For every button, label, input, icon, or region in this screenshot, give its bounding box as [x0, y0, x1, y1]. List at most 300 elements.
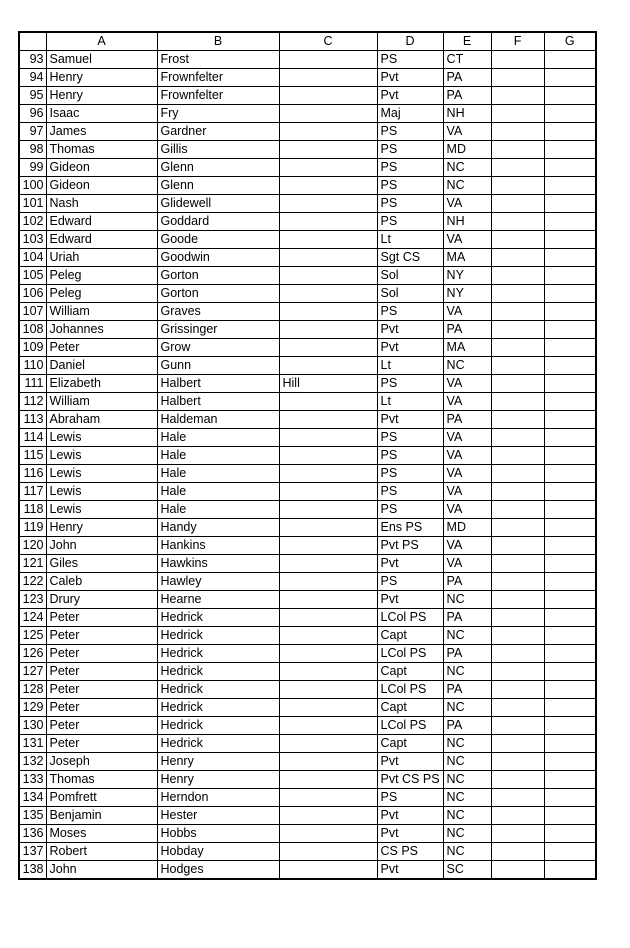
cell-c[interactable]: [279, 51, 377, 69]
cell-g[interactable]: [544, 177, 596, 195]
cell-b[interactable]: Gardner: [157, 123, 279, 141]
row-number[interactable]: 130: [19, 717, 46, 735]
cell-f[interactable]: [491, 555, 544, 573]
cell-g[interactable]: [544, 285, 596, 303]
cell-a[interactable]: Henry: [46, 69, 157, 87]
cell-e[interactable]: MA: [443, 249, 491, 267]
cell-c[interactable]: [279, 843, 377, 861]
cell-e[interactable]: PA: [443, 681, 491, 699]
cell-c[interactable]: [279, 285, 377, 303]
row-number[interactable]: 117: [19, 483, 46, 501]
row-number[interactable]: 131: [19, 735, 46, 753]
cell-a[interactable]: Moses: [46, 825, 157, 843]
cell-b[interactable]: Hedrick: [157, 717, 279, 735]
cell-f[interactable]: [491, 123, 544, 141]
cell-d[interactable]: Ens PS: [377, 519, 443, 537]
cell-g[interactable]: [544, 249, 596, 267]
cell-g[interactable]: [544, 807, 596, 825]
cell-a[interactable]: Elizabeth: [46, 375, 157, 393]
cell-b[interactable]: Handy: [157, 519, 279, 537]
cell-b[interactable]: Goddard: [157, 213, 279, 231]
cell-d[interactable]: Sgt CS: [377, 249, 443, 267]
cell-d[interactable]: PS: [377, 429, 443, 447]
cell-a[interactable]: John: [46, 861, 157, 880]
row-number[interactable]: 96: [19, 105, 46, 123]
cell-a[interactable]: Robert: [46, 843, 157, 861]
row-number[interactable]: 121: [19, 555, 46, 573]
cell-e[interactable]: VA: [443, 393, 491, 411]
cell-g[interactable]: [544, 789, 596, 807]
cell-a[interactable]: Pomfrett: [46, 789, 157, 807]
cell-a[interactable]: Peter: [46, 717, 157, 735]
cell-e[interactable]: NC: [443, 789, 491, 807]
cell-f[interactable]: [491, 501, 544, 519]
cell-g[interactable]: [544, 231, 596, 249]
row-number[interactable]: 135: [19, 807, 46, 825]
cell-a[interactable]: James: [46, 123, 157, 141]
cell-g[interactable]: [544, 555, 596, 573]
row-number[interactable]: 95: [19, 87, 46, 105]
cell-f[interactable]: [491, 663, 544, 681]
cell-e[interactable]: VA: [443, 537, 491, 555]
cell-c[interactable]: [279, 699, 377, 717]
cell-d[interactable]: PS: [377, 789, 443, 807]
cell-d[interactable]: PS: [377, 447, 443, 465]
cell-d[interactable]: Capt: [377, 735, 443, 753]
cell-e[interactable]: NC: [443, 357, 491, 375]
cell-b[interactable]: Fry: [157, 105, 279, 123]
cell-b[interactable]: Hedrick: [157, 735, 279, 753]
row-number[interactable]: 138: [19, 861, 46, 880]
row-number[interactable]: 119: [19, 519, 46, 537]
cell-b[interactable]: Herndon: [157, 789, 279, 807]
cell-f[interactable]: [491, 393, 544, 411]
row-number[interactable]: 127: [19, 663, 46, 681]
cell-g[interactable]: [544, 753, 596, 771]
cell-e[interactable]: NC: [443, 735, 491, 753]
cell-b[interactable]: Frownfelter: [157, 87, 279, 105]
cell-e[interactable]: PA: [443, 609, 491, 627]
cell-d[interactable]: PS: [377, 159, 443, 177]
cell-a[interactable]: Joseph: [46, 753, 157, 771]
cell-g[interactable]: [544, 843, 596, 861]
row-number[interactable]: 109: [19, 339, 46, 357]
cell-f[interactable]: [491, 753, 544, 771]
cell-b[interactable]: Hobbs: [157, 825, 279, 843]
cell-g[interactable]: [544, 771, 596, 789]
cell-c[interactable]: [279, 501, 377, 519]
cell-e[interactable]: CT: [443, 51, 491, 69]
cell-a[interactable]: Peter: [46, 663, 157, 681]
cell-c[interactable]: [279, 321, 377, 339]
row-number[interactable]: 104: [19, 249, 46, 267]
cell-b[interactable]: Hale: [157, 447, 279, 465]
cell-c[interactable]: [279, 807, 377, 825]
cell-c[interactable]: [279, 573, 377, 591]
cell-e[interactable]: NC: [443, 663, 491, 681]
cell-a[interactable]: Thomas: [46, 771, 157, 789]
cell-b[interactable]: Graves: [157, 303, 279, 321]
row-number[interactable]: 111: [19, 375, 46, 393]
cell-e[interactable]: VA: [443, 123, 491, 141]
cell-c[interactable]: [279, 339, 377, 357]
row-number[interactable]: 120: [19, 537, 46, 555]
cell-f[interactable]: [491, 87, 544, 105]
cell-d[interactable]: PS: [377, 465, 443, 483]
cell-g[interactable]: [544, 501, 596, 519]
cell-c[interactable]: [279, 681, 377, 699]
cell-c[interactable]: [279, 789, 377, 807]
cell-b[interactable]: Hawley: [157, 573, 279, 591]
cell-e[interactable]: VA: [443, 501, 491, 519]
cell-e[interactable]: PA: [443, 69, 491, 87]
cell-g[interactable]: [544, 105, 596, 123]
cell-f[interactable]: [491, 159, 544, 177]
cell-d[interactable]: CS PS: [377, 843, 443, 861]
row-number[interactable]: 97: [19, 123, 46, 141]
cell-a[interactable]: Lewis: [46, 483, 157, 501]
cell-a[interactable]: Benjamin: [46, 807, 157, 825]
cell-a[interactable]: Lewis: [46, 501, 157, 519]
row-number[interactable]: 129: [19, 699, 46, 717]
cell-d[interactable]: PS: [377, 375, 443, 393]
cell-a[interactable]: Abraham: [46, 411, 157, 429]
cell-c[interactable]: [279, 591, 377, 609]
cell-c[interactable]: [279, 519, 377, 537]
cell-b[interactable]: Haldeman: [157, 411, 279, 429]
cell-g[interactable]: [544, 141, 596, 159]
cell-a[interactable]: William: [46, 303, 157, 321]
cell-e[interactable]: NY: [443, 285, 491, 303]
cell-g[interactable]: [544, 213, 596, 231]
cell-a[interactable]: Peleg: [46, 285, 157, 303]
cell-b[interactable]: Goode: [157, 231, 279, 249]
cell-d[interactable]: PS: [377, 303, 443, 321]
cell-d[interactable]: Lt: [377, 231, 443, 249]
row-number[interactable]: 126: [19, 645, 46, 663]
cell-c[interactable]: [279, 357, 377, 375]
cell-g[interactable]: [544, 861, 596, 880]
cell-f[interactable]: [491, 51, 544, 69]
cell-e[interactable]: NH: [443, 213, 491, 231]
row-number[interactable]: 116: [19, 465, 46, 483]
cell-b[interactable]: Halbert: [157, 375, 279, 393]
cell-e[interactable]: NH: [443, 105, 491, 123]
cell-c[interactable]: [279, 771, 377, 789]
cell-e[interactable]: MA: [443, 339, 491, 357]
cell-e[interactable]: NC: [443, 807, 491, 825]
cell-b[interactable]: Hedrick: [157, 681, 279, 699]
cell-a[interactable]: Drury: [46, 591, 157, 609]
cell-d[interactable]: Pvt: [377, 321, 443, 339]
cell-a[interactable]: Johannes: [46, 321, 157, 339]
cell-d[interactable]: Maj: [377, 105, 443, 123]
row-number[interactable]: 103: [19, 231, 46, 249]
row-number[interactable]: 98: [19, 141, 46, 159]
cell-c[interactable]: [279, 177, 377, 195]
cell-d[interactable]: Pvt: [377, 825, 443, 843]
row-number[interactable]: 123: [19, 591, 46, 609]
cell-d[interactable]: PS: [377, 195, 443, 213]
cell-b[interactable]: Grow: [157, 339, 279, 357]
row-number[interactable]: 105: [19, 267, 46, 285]
cell-c[interactable]: [279, 231, 377, 249]
cell-g[interactable]: [544, 123, 596, 141]
cell-f[interactable]: [491, 807, 544, 825]
cell-a[interactable]: John: [46, 537, 157, 555]
cell-c[interactable]: [279, 825, 377, 843]
cell-f[interactable]: [491, 411, 544, 429]
row-number[interactable]: 122: [19, 573, 46, 591]
cell-a[interactable]: Gideon: [46, 177, 157, 195]
cell-f[interactable]: [491, 285, 544, 303]
row-number[interactable]: 108: [19, 321, 46, 339]
cell-f[interactable]: [491, 645, 544, 663]
cell-c[interactable]: [279, 483, 377, 501]
row-number[interactable]: 110: [19, 357, 46, 375]
cell-e[interactable]: VA: [443, 195, 491, 213]
cell-a[interactable]: Peter: [46, 699, 157, 717]
cell-g[interactable]: [544, 159, 596, 177]
cell-f[interactable]: [491, 213, 544, 231]
cell-f[interactable]: [491, 465, 544, 483]
cell-e[interactable]: VA: [443, 429, 491, 447]
cell-c[interactable]: [279, 717, 377, 735]
cell-a[interactable]: Lewis: [46, 447, 157, 465]
cell-f[interactable]: [491, 717, 544, 735]
cell-c[interactable]: [279, 465, 377, 483]
cell-g[interactable]: [544, 465, 596, 483]
cell-g[interactable]: [544, 375, 596, 393]
cell-f[interactable]: [491, 303, 544, 321]
cell-d[interactable]: PS: [377, 213, 443, 231]
cell-f[interactable]: [491, 267, 544, 285]
cell-b[interactable]: Hedrick: [157, 627, 279, 645]
cell-g[interactable]: [544, 735, 596, 753]
cell-g[interactable]: [544, 645, 596, 663]
cell-c[interactable]: [279, 123, 377, 141]
cell-f[interactable]: [491, 573, 544, 591]
cell-f[interactable]: [491, 375, 544, 393]
cell-g[interactable]: [544, 447, 596, 465]
cell-a[interactable]: Nash: [46, 195, 157, 213]
cell-d[interactable]: PS: [377, 51, 443, 69]
cell-d[interactable]: Pvt: [377, 87, 443, 105]
cell-a[interactable]: Peter: [46, 645, 157, 663]
cell-b[interactable]: Henry: [157, 771, 279, 789]
cell-a[interactable]: Henry: [46, 519, 157, 537]
cell-g[interactable]: [544, 681, 596, 699]
cell-f[interactable]: [491, 69, 544, 87]
cell-g[interactable]: [544, 483, 596, 501]
cell-a[interactable]: Giles: [46, 555, 157, 573]
cell-f[interactable]: [491, 105, 544, 123]
cell-d[interactable]: PS: [377, 501, 443, 519]
cell-d[interactable]: Pvt: [377, 411, 443, 429]
cell-e[interactable]: VA: [443, 555, 491, 573]
cell-d[interactable]: Pvt PS: [377, 537, 443, 555]
cell-g[interactable]: [544, 699, 596, 717]
cell-d[interactable]: Sol: [377, 285, 443, 303]
cell-c[interactable]: [279, 141, 377, 159]
cell-b[interactable]: Glenn: [157, 177, 279, 195]
cell-e[interactable]: PA: [443, 573, 491, 591]
cell-c[interactable]: [279, 87, 377, 105]
cell-a[interactable]: Daniel: [46, 357, 157, 375]
cell-f[interactable]: [491, 861, 544, 880]
cell-b[interactable]: Grissinger: [157, 321, 279, 339]
cell-e[interactable]: NC: [443, 591, 491, 609]
cell-e[interactable]: NC: [443, 699, 491, 717]
cell-g[interactable]: [544, 663, 596, 681]
cell-e[interactable]: NC: [443, 753, 491, 771]
cell-g[interactable]: [544, 195, 596, 213]
cell-a[interactable]: Gideon: [46, 159, 157, 177]
row-number[interactable]: 134: [19, 789, 46, 807]
row-number[interactable]: 102: [19, 213, 46, 231]
cell-f[interactable]: [491, 771, 544, 789]
cell-b[interactable]: Hodges: [157, 861, 279, 880]
cell-b[interactable]: Hale: [157, 465, 279, 483]
cell-d[interactable]: Lt: [377, 357, 443, 375]
cell-c[interactable]: [279, 267, 377, 285]
cell-e[interactable]: NC: [443, 159, 491, 177]
cell-e[interactable]: NY: [443, 267, 491, 285]
column-header-d[interactable]: D: [377, 32, 443, 51]
cell-b[interactable]: Hedrick: [157, 699, 279, 717]
cell-f[interactable]: [491, 591, 544, 609]
cell-a[interactable]: William: [46, 393, 157, 411]
cell-b[interactable]: Gunn: [157, 357, 279, 375]
column-header-a[interactable]: A: [46, 32, 157, 51]
cell-c[interactable]: Hill: [279, 375, 377, 393]
cell-f[interactable]: [491, 231, 544, 249]
cell-d[interactable]: PS: [377, 141, 443, 159]
cell-g[interactable]: [544, 411, 596, 429]
cell-b[interactable]: Hale: [157, 483, 279, 501]
row-number[interactable]: 93: [19, 51, 46, 69]
cell-f[interactable]: [491, 789, 544, 807]
cell-g[interactable]: [544, 357, 596, 375]
cell-d[interactable]: Sol: [377, 267, 443, 285]
cell-a[interactable]: Peter: [46, 609, 157, 627]
cell-g[interactable]: [544, 429, 596, 447]
cell-f[interactable]: [491, 339, 544, 357]
column-header-e[interactable]: E: [443, 32, 491, 51]
cell-f[interactable]: [491, 627, 544, 645]
cell-a[interactable]: Samuel: [46, 51, 157, 69]
cell-d[interactable]: LCol PS: [377, 681, 443, 699]
cell-g[interactable]: [544, 537, 596, 555]
cell-c[interactable]: [279, 861, 377, 880]
row-number[interactable]: 100: [19, 177, 46, 195]
cell-e[interactable]: VA: [443, 231, 491, 249]
cell-c[interactable]: [279, 627, 377, 645]
cell-f[interactable]: [491, 249, 544, 267]
cell-e[interactable]: VA: [443, 447, 491, 465]
cell-b[interactable]: Goodwin: [157, 249, 279, 267]
cell-e[interactable]: PA: [443, 645, 491, 663]
cell-e[interactable]: PA: [443, 411, 491, 429]
cell-b[interactable]: Hale: [157, 501, 279, 519]
cell-e[interactable]: PA: [443, 717, 491, 735]
cell-d[interactable]: PS: [377, 573, 443, 591]
cell-f[interactable]: [491, 483, 544, 501]
cell-b[interactable]: Hester: [157, 807, 279, 825]
cell-c[interactable]: [279, 411, 377, 429]
cell-f[interactable]: [491, 609, 544, 627]
cell-f[interactable]: [491, 321, 544, 339]
cell-b[interactable]: Hedrick: [157, 645, 279, 663]
cell-b[interactable]: Gillis: [157, 141, 279, 159]
column-header-corner[interactable]: [19, 32, 46, 51]
row-number[interactable]: 115: [19, 447, 46, 465]
cell-d[interactable]: PS: [377, 123, 443, 141]
cell-f[interactable]: [491, 537, 544, 555]
cell-g[interactable]: [544, 51, 596, 69]
cell-b[interactable]: Hawkins: [157, 555, 279, 573]
cell-f[interactable]: [491, 195, 544, 213]
cell-f[interactable]: [491, 681, 544, 699]
cell-d[interactable]: PS: [377, 483, 443, 501]
cell-a[interactable]: Caleb: [46, 573, 157, 591]
cell-f[interactable]: [491, 519, 544, 537]
cell-e[interactable]: NC: [443, 825, 491, 843]
cell-f[interactable]: [491, 735, 544, 753]
cell-g[interactable]: [544, 87, 596, 105]
cell-g[interactable]: [544, 339, 596, 357]
row-number[interactable]: 107: [19, 303, 46, 321]
cell-g[interactable]: [544, 519, 596, 537]
cell-e[interactable]: MD: [443, 519, 491, 537]
cell-c[interactable]: [279, 447, 377, 465]
cell-c[interactable]: [279, 159, 377, 177]
cell-g[interactable]: [544, 267, 596, 285]
cell-b[interactable]: Hale: [157, 429, 279, 447]
row-number[interactable]: 132: [19, 753, 46, 771]
cell-b[interactable]: Gorton: [157, 285, 279, 303]
cell-c[interactable]: [279, 537, 377, 555]
cell-f[interactable]: [491, 825, 544, 843]
cell-d[interactable]: Lt: [377, 393, 443, 411]
row-number[interactable]: 101: [19, 195, 46, 213]
cell-a[interactable]: Lewis: [46, 465, 157, 483]
cell-c[interactable]: [279, 393, 377, 411]
row-number[interactable]: 125: [19, 627, 46, 645]
column-header-c[interactable]: C: [279, 32, 377, 51]
row-number[interactable]: 136: [19, 825, 46, 843]
row-number[interactable]: 124: [19, 609, 46, 627]
cell-d[interactable]: Pvt CS PS: [377, 771, 443, 789]
cell-c[interactable]: [279, 609, 377, 627]
cell-g[interactable]: [544, 609, 596, 627]
cell-g[interactable]: [544, 825, 596, 843]
cell-d[interactable]: LCol PS: [377, 717, 443, 735]
cell-a[interactable]: Isaac: [46, 105, 157, 123]
cell-g[interactable]: [544, 717, 596, 735]
row-number[interactable]: 106: [19, 285, 46, 303]
cell-e[interactable]: SC: [443, 861, 491, 880]
row-number[interactable]: 112: [19, 393, 46, 411]
cell-e[interactable]: NC: [443, 177, 491, 195]
cell-c[interactable]: [279, 69, 377, 87]
cell-d[interactable]: Pvt: [377, 807, 443, 825]
cell-a[interactable]: Uriah: [46, 249, 157, 267]
cell-d[interactable]: Capt: [377, 663, 443, 681]
cell-b[interactable]: Hearne: [157, 591, 279, 609]
cell-c[interactable]: [279, 213, 377, 231]
cell-e[interactable]: PA: [443, 87, 491, 105]
